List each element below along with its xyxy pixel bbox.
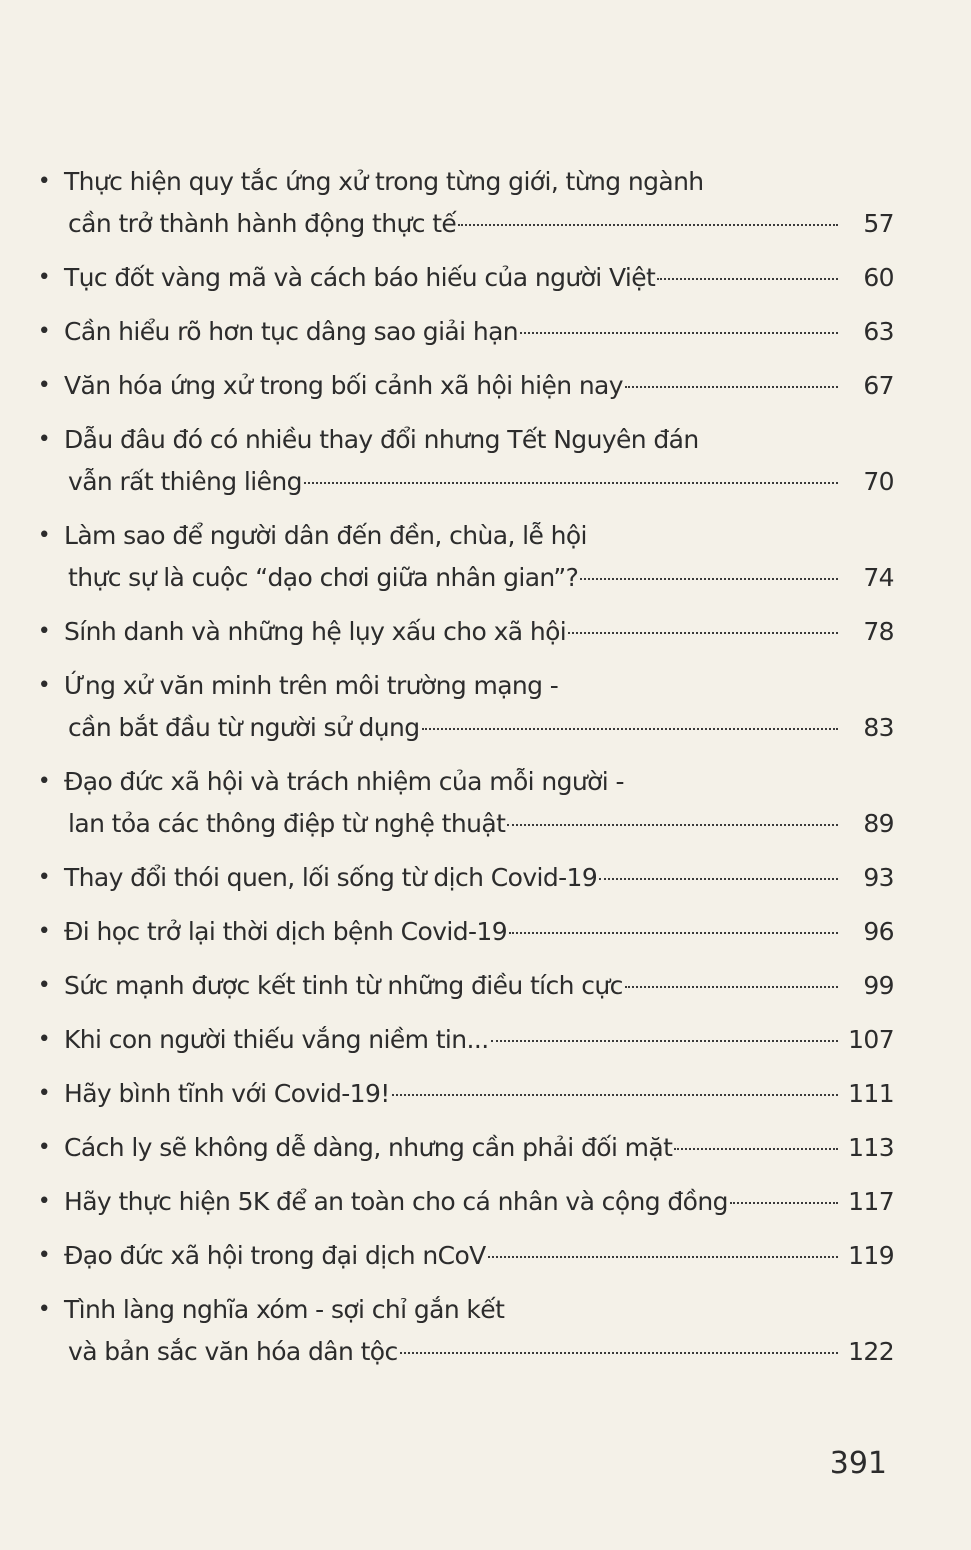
toc-entry-title-line: Cần hiểu rõ hơn tục dâng sao giải hạn — [64, 317, 519, 346]
toc-entry — [34, 365, 894, 407]
dot-leader — [400, 1352, 838, 1354]
dot-leader — [304, 482, 838, 484]
toc-entry-title-line: Thay đổi thói quen, lối sống từ dịch Covid-19 — [64, 863, 598, 892]
dot-leader — [625, 986, 838, 988]
table-of-contents — [34, 161, 894, 1385]
dot-leader — [491, 1040, 838, 1042]
toc-entry-row — [34, 311, 894, 353]
toc-entry-row — [34, 203, 894, 245]
bullet-icon: • — [37, 769, 51, 794]
toc-entry-title-line: Khi con người thiếu vắng niềm tin... — [64, 1025, 489, 1054]
toc-entry-row — [34, 803, 894, 845]
bullet-icon: • — [37, 1027, 51, 1052]
toc-entry — [34, 1073, 894, 1115]
dot-leader — [392, 1094, 838, 1096]
toc-entry — [34, 1235, 894, 1277]
bullet-icon: • — [37, 373, 51, 398]
dot-leader — [509, 932, 838, 934]
toc-entry-page: 119 — [848, 1241, 894, 1270]
dot-leader — [422, 728, 838, 730]
toc-entry — [34, 665, 894, 749]
toc-entry-row — [34, 1181, 894, 1223]
toc-entry — [34, 1289, 894, 1373]
toc-entry-page: 122 — [848, 1337, 894, 1366]
dot-leader — [568, 632, 838, 634]
bullet-icon: • — [37, 169, 51, 194]
toc-entry-row — [34, 611, 894, 653]
toc-entry-page: 99 — [863, 971, 894, 1000]
toc-entry-page: 60 — [863, 263, 894, 292]
toc-entry-page: 57 — [863, 209, 894, 238]
bullet-icon: • — [37, 1297, 51, 1322]
bullet-icon: • — [37, 523, 51, 548]
toc-entry-title-line: cần bắt đầu từ người sử dụng — [68, 713, 420, 742]
toc-entry-row — [34, 365, 894, 407]
toc-entry — [34, 761, 894, 845]
toc-entry-page: 70 — [863, 467, 894, 496]
toc-entry-title-line: vẫn rất thiêng liêng — [68, 467, 302, 496]
toc-entry-page: 83 — [863, 713, 894, 742]
toc-entry — [34, 1019, 894, 1061]
toc-entry-row — [34, 911, 894, 953]
dot-leader — [520, 332, 838, 334]
toc-entry-title-line: Sức mạnh được kết tinh từ những điều tích cực — [64, 971, 623, 1000]
toc-entry-row — [34, 1331, 894, 1373]
dot-leader — [730, 1202, 838, 1204]
toc-entry-title-line: Thực hiện quy tắc ứng xử trong từng giới, từng ngành — [64, 167, 704, 196]
toc-entry-row — [34, 557, 894, 599]
toc-entry-page: 96 — [863, 917, 894, 946]
dot-leader — [657, 278, 838, 280]
toc-entry-page: 63 — [863, 317, 894, 346]
toc-entry-row — [34, 965, 894, 1007]
toc-entry-title-line: Làm sao để người dân đến đền, chùa, lễ hội — [64, 521, 587, 550]
toc-entry — [34, 1181, 894, 1223]
toc-entry-title-line: Đạo đức xã hội và trách nhiệm của mỗi người - — [64, 767, 624, 796]
toc-entry-row — [34, 857, 894, 899]
toc-entry — [34, 311, 894, 353]
toc-entry-title-line: thực sự là cuộc “dạo chơi giữa nhân gian”? — [68, 563, 579, 592]
toc-entry-title-line: Hãy thực hiện 5K để an toàn cho cá nhân và cộng đồng — [64, 1187, 728, 1216]
toc-entry-row — [34, 1073, 894, 1115]
bullet-icon: • — [37, 973, 51, 998]
toc-entry — [34, 515, 894, 599]
toc-entry-row — [34, 1235, 894, 1277]
toc-entry-page: 107 — [848, 1025, 894, 1054]
toc-entry-title-line: Đi học trở lại thời dịch bệnh Covid-19 — [64, 917, 508, 946]
toc-entry-title-line: Tình làng nghĩa xóm - sợi chỉ gắn kết — [64, 1295, 505, 1324]
toc-entry-row — [34, 1019, 894, 1061]
toc-entry-page: 113 — [848, 1133, 894, 1162]
dot-leader — [488, 1256, 838, 1258]
bullet-icon: • — [37, 865, 51, 890]
toc-entry-row — [34, 1127, 894, 1169]
bullet-icon: • — [37, 919, 51, 944]
page-number: 391 — [829, 1446, 887, 1481]
dot-leader — [507, 824, 838, 826]
toc-entry — [34, 161, 894, 245]
toc-entry — [34, 611, 894, 653]
toc-entry-row — [34, 257, 894, 299]
toc-entry-title-line: Văn hóa ứng xử trong bối cảnh xã hội hiện nay — [64, 371, 623, 400]
toc-entry-row — [34, 707, 894, 749]
bullet-icon: • — [37, 427, 51, 452]
toc-entry-page: 78 — [863, 617, 894, 646]
bullet-icon: • — [37, 265, 51, 290]
dot-leader — [674, 1148, 838, 1150]
toc-entry-title-line: và bản sắc văn hóa dân tộc — [68, 1337, 398, 1366]
dot-leader — [580, 578, 838, 580]
toc-entry-page: 74 — [863, 563, 894, 592]
toc-entry — [34, 1127, 894, 1169]
toc-entry-title-line: Tục đốt vàng mã và cách báo hiếu của người Việt — [64, 263, 656, 292]
bullet-icon: • — [37, 319, 51, 344]
toc-entry — [34, 911, 894, 953]
toc-entry-title-line: Ứng xử văn minh trên môi trường mạng - — [64, 671, 559, 700]
toc-entry — [34, 419, 894, 503]
bullet-icon: • — [37, 1189, 51, 1214]
bullet-icon: • — [37, 1135, 51, 1160]
toc-entry-title-line: Hãy bình tĩnh với Covid-19! — [64, 1079, 390, 1108]
toc-entry-page: 111 — [848, 1079, 894, 1108]
bullet-icon: • — [37, 1081, 51, 1106]
toc-entry-page: 93 — [863, 863, 894, 892]
toc-entry — [34, 257, 894, 299]
toc-entry-page: 117 — [848, 1187, 894, 1216]
toc-entry-title-line: Đạo đức xã hội trong đại dịch nCoV — [64, 1241, 486, 1270]
toc-entry-page: 67 — [863, 371, 894, 400]
toc-entry — [34, 965, 894, 1007]
toc-entry-title-line: lan tỏa các thông điệp từ nghệ thuật — [68, 809, 506, 838]
dot-leader — [599, 878, 838, 880]
bullet-icon: • — [37, 619, 51, 644]
toc-entry-title-line: cần trở thành hành động thực tế — [68, 209, 457, 238]
bullet-icon: • — [37, 1243, 51, 1268]
bullet-icon: • — [37, 673, 51, 698]
dot-leader — [625, 386, 838, 388]
toc-entry-row — [34, 461, 894, 503]
dot-leader — [458, 224, 838, 226]
toc-entry — [34, 857, 894, 899]
toc-entry-title-line: Sính danh và những hệ lụy xấu cho xã hội — [64, 617, 567, 646]
toc-entry-title-line: Cách ly sẽ không dễ dàng, nhưng cần phải đối mặt — [64, 1133, 673, 1162]
toc-entry-page: 89 — [863, 809, 894, 838]
toc-entry-title-line: Dẫu đâu đó có nhiều thay đổi nhưng Tết Nguyên đán — [64, 425, 699, 454]
